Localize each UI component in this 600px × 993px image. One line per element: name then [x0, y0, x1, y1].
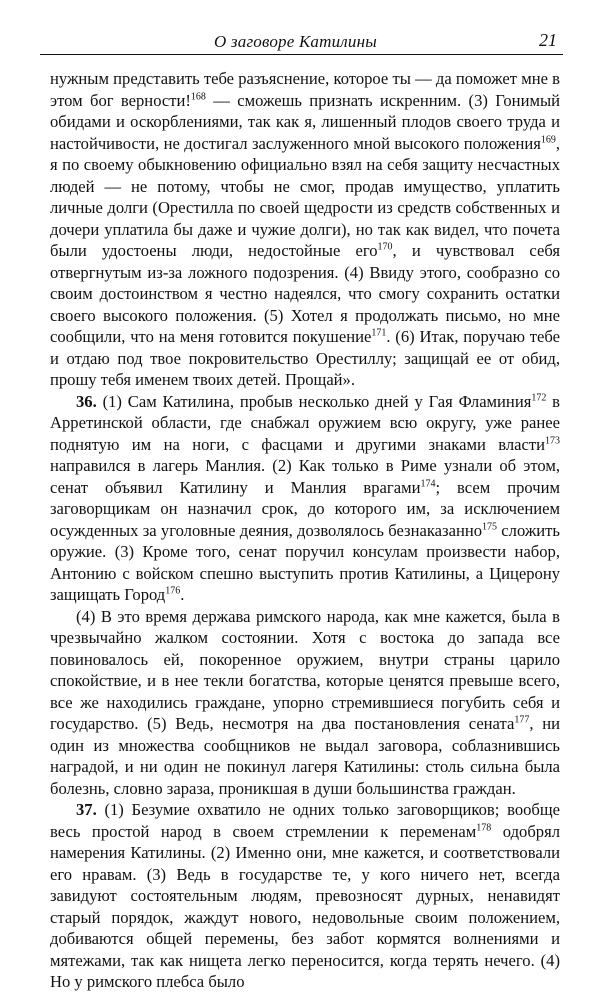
text-run: . — [180, 585, 185, 604]
text-run: (4) В это время держава римского народа, как мне кажется, была в чрезвычайно жалком состоянии. Хотя с востока до запада все повиновалось ей, покоренное оружием, внутри страны царило спокойствие, и в нее текли богатства, которые ценятся превыше всего, все же находились граждане, упорно стремившиеся погубить себя и государство. (5) Ведь, несмотря на два постановления сената — [50, 606, 560, 733]
footnote-ref: 170 — [377, 241, 393, 253]
text-run: ; всем прочим заговорщикам он назначил срок, до которого им, за исключением осужденных за уголовные деяния, дозволялось безнаказанно — [50, 477, 560, 540]
footnote-ref: 176 — [165, 585, 181, 597]
text-run: (1) Безумие охватило не одних только заговорщиков; вообще весь простой народ в своем стремлении к переменам — [50, 800, 560, 841]
paragraph — [50, 606, 560, 800]
footnote-ref: 171 — [371, 327, 387, 339]
footnote-ref: 169 — [540, 133, 556, 145]
footnote-ref: 173 — [545, 434, 560, 446]
text-run: в Арретинской области, где снабжал оружием всю округу, уже ранее поднятую им на ноги, с фасцами и другими знаками власти — [50, 391, 561, 454]
running-head — [40, 28, 563, 55]
footnote-ref: 175 — [482, 520, 498, 532]
text-run: , ни один из множества сообщников не выдал заговора, соблазнившись наградой, и ни один не покинул лагеря Катилины: столь сильна была болезнь, словно зараза, проникшая в души большинства граждан. — [50, 714, 561, 798]
footnote-ref: 172 — [531, 391, 547, 403]
footnote-ref: 177 — [514, 714, 530, 726]
text-run: направился в лагерь Манлия. (2) Как только в Риме узнали об этом, сенат объявил Катилину и Манлия врагами — [50, 456, 560, 497]
text-run: . (6) Итак, поручаю тебе и отдаю под твое покровительство Орестиллу; защищай ее от обид, прошу тебя именем твоих детей. Прощай». — [50, 327, 560, 389]
text-run: — сможешь признать искренним. (3) Гонимый обидами и оскорблениями, так как я, лишенный плодов своего труда и настойчивости, не достигал заслуженного мной высокого положения — [50, 90, 560, 153]
paragraph — [50, 799, 560, 993]
section-number: 37. — [76, 800, 97, 819]
footnote-ref: 168 — [190, 90, 206, 102]
section-number: 36. — [76, 391, 97, 411]
text-run: , я по своему обыкновению официально взял на себя защиту несчастных людей — не потому, чтобы не смог, продав имущество, уплатить личные долги (Орестилла по своей щедрости из средств собственных и дочери уплатила бы даже и чужие долги), но так как видел, что почета были удостоены люди, недостойные его — [50, 133, 560, 260]
paragraph — [50, 391, 560, 606]
paragraph — [50, 68, 560, 391]
footnote-ref: 174 — [420, 477, 436, 489]
footnote-ref: 178 — [476, 821, 492, 833]
text-run: (1) Сам Катилина, пробыв несколько дней у Гая Фламиния — [96, 391, 532, 411]
text-run: нужным представить тебе разъяснение, которое ты — да поможет мне в этом бог верности! — [50, 69, 560, 110]
body-text — [50, 68, 560, 993]
text-run: одобрял намерения Катилины. (2) Именно они, мне кажется, и соответствовали его нравам. (3) Ведь в государстве те, у кого ничего нет, всегда завидуют состоятельным людям, превозносят дурных, ненавидят старый порядок, жаждут нового, недовольные своим положением, добиваются общей перемены, без забот кормятся волнениями и мятежами, так как нищета легко переносится, когда терять нечего. (4) Но у римского плебса было — [50, 821, 560, 991]
text-run: сложить оружие. (3) Кроме того, сенат поручил консулам произвести набор, Антонию с войском спешно выступить против Катилины, а Цицерону защищать Город — [50, 520, 560, 604]
page-number: 21 — [539, 30, 557, 50]
text-run: , и чувствовал себя отвергнутым из-за ложного подозрения. (4) Ввиду этого, сообразно со своим достоинством я честно надеялся, что смогу сохранить остатки своего высокого положения. (5) Хотел я продолжать письмо, но мне сообщили, что на меня готовится покушение — [50, 241, 560, 346]
running-title: О заговоре Катилины — [214, 32, 377, 51]
